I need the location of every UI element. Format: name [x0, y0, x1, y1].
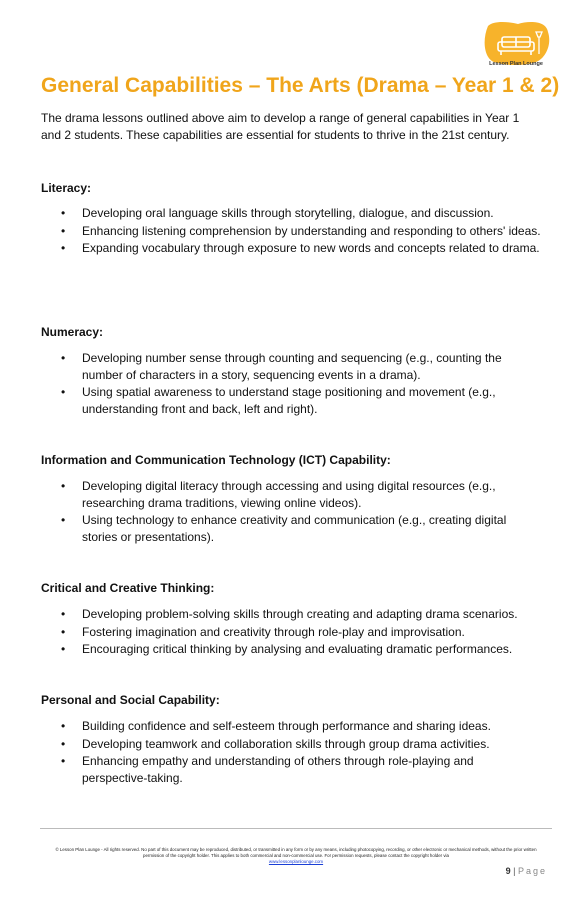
list-item: • Using spatial awareness to understand stage positioning and movement (e.g., understanding front and back, left and right). — [61, 385, 496, 416]
bullet-icon: • — [61, 736, 66, 751]
bullet-icon: • — [61, 351, 66, 365]
list-item: • Developing digital literacy through accessing and using digital resources (e.g., researching drama traditions, viewing online videos). — [61, 479, 496, 510]
bullet-icon: • — [61, 624, 66, 639]
bullet-icon: • — [61, 642, 66, 656]
list-item: • Developing number sense through counting and sequencing (e.g., counting the number of characters in a story, sequencing events in a drama). — [61, 351, 502, 382]
section-heading-ict: Information and Communication Technology (ICT) Capability: — [41, 453, 391, 467]
bullet-icon: • — [61, 607, 66, 621]
section-heading-personal-social: Personal and Social Capability: — [41, 693, 220, 707]
critical-creative-list — [41, 606, 541, 659]
bullet-icon: • — [61, 206, 66, 220]
list-item: • Enhancing listening comprehension by understanding and responding to others' ideas. — [61, 223, 541, 238]
numeracy-list — [41, 350, 541, 418]
copyright-notice: © Lesson Plan Lounge - All rights reserved. No part of this document may be reproduced, distributed, or transmitted in any form or by any means, including photocopying, recording, or other electronic or mechanical methods, without the prior written permission of the copyright holder. This applies to both commercial and non-commercial use. For permission requests, please contact the copyright holder via www.lessonplanlounge.com — [55, 847, 537, 864]
website-link[interactable]: www.lessonplanlounge.com — [268, 859, 324, 864]
ict-list — [41, 478, 541, 546]
section-heading-numeracy: Numeracy: — [41, 325, 104, 339]
bullet-icon: • — [61, 513, 66, 527]
section-heading-literacy: Literacy: — [41, 181, 92, 195]
bullet-icon: • — [61, 223, 66, 238]
bullet-icon: • — [61, 385, 66, 399]
bullet-icon: • — [61, 241, 66, 255]
list-item: • Developing oral language skills through storytelling, dialogue, and discussion. — [61, 206, 494, 220]
page-number: 9 | Page — [505, 866, 547, 876]
footer-divider — [40, 828, 552, 829]
intro-paragraph: The drama lessons outlined above aim to develop a range of general capabilities in Year 1 and 2 students. These capabilities are essential for students to thrive in the 21st century. — [41, 111, 520, 142]
list-item: • Enhancing empathy and understanding of others through role-playing and perspective-taking. — [61, 754, 474, 785]
list-item: • Expanding vocabulary through exposure to new words and concepts related to drama. — [61, 241, 540, 255]
section-heading-critical-creative: Critical and Creative Thinking: — [41, 581, 215, 595]
list-item: • Using technology to enhance creativity and communication (e.g., creating digital stories or presentations). — [61, 513, 507, 544]
bullet-icon: • — [61, 479, 66, 493]
list-item: • Building confidence and self-esteem through performance and sharing ideas. — [61, 719, 491, 733]
bullet-icon: • — [61, 719, 66, 733]
list-item: • Developing problem-solving skills through creating and adapting drama scenarios. — [61, 607, 518, 621]
bullet-icon: • — [61, 754, 66, 768]
literacy-list — [41, 205, 541, 258]
list-item: • Developing teamwork and collaboration skills through group drama activities. — [61, 736, 490, 751]
list-item: • Fostering imagination and creativity through role-play and improvisation. — [61, 624, 465, 639]
logo-text: Lesson Plan Lounge — [489, 61, 543, 67]
personal-social-list — [41, 718, 541, 787]
list-item: • Encouraging critical thinking by analysing and evaluating dramatic performances. — [61, 642, 513, 656]
page-title: General Capabilities – The Arts (Drama – Year 1 & 2) — [41, 74, 560, 97]
